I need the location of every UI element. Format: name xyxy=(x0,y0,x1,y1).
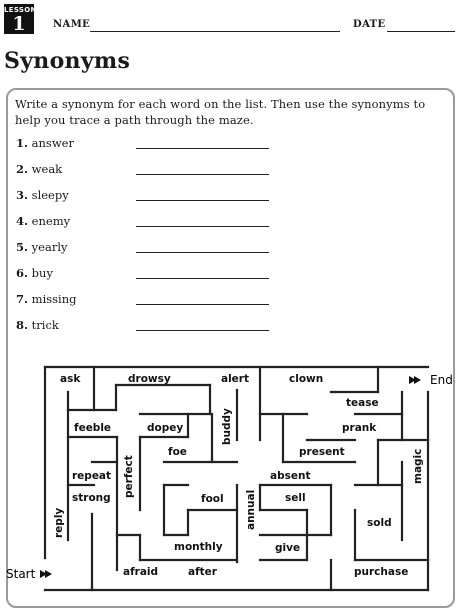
answer-line[interactable] xyxy=(136,330,269,331)
question-item: 4. enemy xyxy=(16,214,71,228)
date-label: DATE xyxy=(353,19,386,30)
maze-word[interactable]: drowsy xyxy=(128,373,171,385)
maze-start-label: Start xyxy=(6,567,36,581)
maze-word[interactable]: monthly xyxy=(174,541,223,553)
answer-line[interactable] xyxy=(136,278,269,279)
name-label: NAME xyxy=(53,19,91,30)
maze-word[interactable]: sold xyxy=(367,517,392,529)
page-title: Synonyms xyxy=(4,48,131,74)
maze-word[interactable]: prank xyxy=(342,422,377,434)
name-field[interactable] xyxy=(90,31,340,32)
maze-word[interactable]: give xyxy=(275,542,301,554)
maze-word[interactable]: purchase xyxy=(354,566,409,578)
maze-end-label: End xyxy=(430,373,453,387)
lesson-number: 1 xyxy=(12,13,26,35)
instructions: Write a synonym for each word on the list. Then use the synonyms to help you trace a path through the maze. xyxy=(15,97,426,127)
maze-word[interactable]: annual xyxy=(245,489,257,530)
maze-word[interactable]: alert xyxy=(221,373,250,385)
question-item: 1. answer xyxy=(16,136,74,150)
maze-word[interactable]: foe xyxy=(168,446,187,458)
maze-word[interactable]: absent xyxy=(270,470,311,482)
question-item: 8. trick xyxy=(16,318,59,332)
answer-line[interactable] xyxy=(136,304,269,305)
maze-word[interactable]: perfect xyxy=(123,455,135,498)
maze-word[interactable]: repeat xyxy=(72,470,112,482)
answer-line[interactable] xyxy=(136,226,269,227)
answer-line[interactable] xyxy=(136,252,269,253)
maze-word[interactable]: dopey xyxy=(147,422,184,434)
maze-word[interactable]: after xyxy=(188,566,217,578)
maze-word[interactable]: sell xyxy=(285,492,306,504)
maze[interactable] xyxy=(0,360,461,600)
maze-word[interactable]: strong xyxy=(72,492,111,504)
maze-word[interactable]: fool xyxy=(201,493,224,505)
question-item: 6. buy xyxy=(16,266,53,280)
maze-word[interactable]: afraid xyxy=(123,566,159,578)
maze-word[interactable]: ask xyxy=(60,373,81,385)
answer-line[interactable] xyxy=(136,174,269,175)
answer-line[interactable] xyxy=(136,148,269,149)
date-field[interactable] xyxy=(387,31,455,32)
question-item: 2. weak xyxy=(16,162,63,176)
answer-line[interactable] xyxy=(136,200,269,201)
maze-word[interactable]: clown xyxy=(289,373,324,385)
lesson-word: LESSON xyxy=(4,6,37,14)
maze-word[interactable]: present xyxy=(299,446,345,458)
maze-word[interactable]: feeble xyxy=(74,422,112,434)
maze-word[interactable]: magic xyxy=(412,448,424,484)
question-item: 7. missing xyxy=(16,292,77,306)
question-item: 3. sleepy xyxy=(16,188,69,202)
start-arrow-icon xyxy=(40,570,52,578)
question-item: 5. yearly xyxy=(16,240,68,254)
maze-word[interactable]: tease xyxy=(346,397,379,409)
lesson-badge xyxy=(4,4,37,35)
maze-word[interactable]: reply xyxy=(53,507,65,538)
end-arrow-icon xyxy=(409,376,421,384)
maze-word[interactable]: buddy xyxy=(221,408,233,445)
